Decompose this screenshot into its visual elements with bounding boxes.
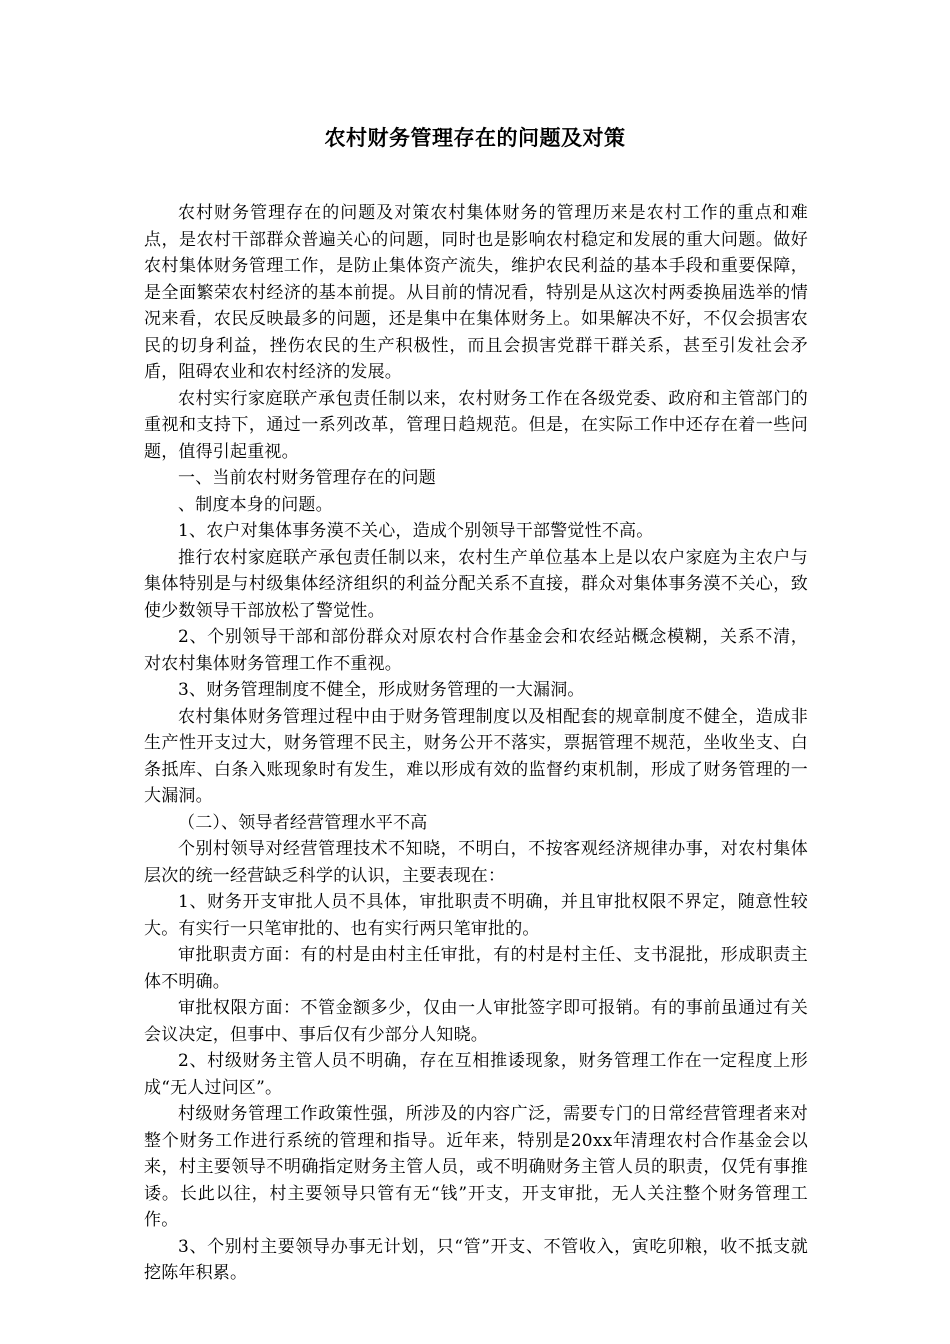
paragraph-background: 农村实行家庭联产承包责任制以来，农村财务工作在各级党委、政府和主管部门的重视和支持下，通过一系列改革，管理日趋规范。但是，在实际工作中还存在着一些问题，值得引起重视。 xyxy=(144,388,808,462)
document-body xyxy=(144,200,808,1287)
paragraph-intro: 农村财务管理存在的问题及对策农村集体财务的管理历来是农村工作的重点和难点，是农村干部群众普遍关心的问题，同时也是影响农村稳定和发展的重大问题。做好农村集体财务管理工作，是防止集体资产流失，维护农民利益的基本手段和重要保障，是全面繁荣农村经济的基本前提。从目前的情况看，特别是从这次村两委换届选举的情况来看，农民反映最多的问题，还是集中在集体财务上。如果解决不好，不仅会损害农民的切身利益，挫伤农民的生产积极性，而且会损害党群干群关系，甚至引发社会矛盾，阻碍农业和农村经济的发展。 xyxy=(144,203,808,382)
paragraph: 个别村领导对经营管理技术不知晓，不明白，不按客观经济规律办事，对农村集体层次的统一经营缺乏科学的认识，主要表现在： xyxy=(144,839,808,886)
subsection-heading-2: （二）、领导者经营管理水平不高 xyxy=(178,812,428,833)
paragraph: 审批权限方面：不管金额多少，仅由一人审批签字即可报销。有的事前虽通过有关会议决定，但事中、事后仅有少部分人知晓。 xyxy=(144,998,808,1045)
paragraph: 村级财务管理工作政策性强，所涉及的内容广泛，需要专门的日常经营管理者来对整个财务工作进行系统的管理和指导。近年来，特别是20xx年清理农村合作基金会以来，村主要领导不明确指定财务主管人员，或不明确财务主管人员的职责，仅凭有事推诿。长此以往，村主要领导只管有无“钱”开支，开支审批，无人关注整个财务管理工作。 xyxy=(144,1104,808,1230)
paragraph: 农村集体财务管理过程中由于财务管理制度以及相配套的规章制度不健全，造成非生产性开支过大，财务管理不民主，财务公开不落实，票据管理不规范，坐收坐支、白条抵库、白条入账现象时有发生，难以形成有效的监督约束机制，形成了财务管理的一大漏洞。 xyxy=(144,706,808,806)
subsection-heading-1: 、制度本身的问题。 xyxy=(178,494,333,515)
point-heading-1: 1、农户对集体事务漠不关心，造成个别领导干部警觉性不高。 xyxy=(178,521,654,541)
point-heading-3: 3、财务管理制度不健全，形成财务管理的一大漏洞。 xyxy=(178,680,585,700)
point-heading-2: 2、个别领导干部和部份群众对原农村合作基金会和农经站概念模糊，关系不清，对农村集体财务管理工作不重视。 xyxy=(144,627,808,674)
paragraph: 推行农村家庭联产承包责任制以来，农村生产单位基本上是以农户家庭为主农户与集体特别是与村级集体经济组织的利益分配关系不直接，群众对集体事务漠不关心，致使少数领导干部放松了警觉性。 xyxy=(144,547,808,621)
point-heading-3: 3、个别村主要领导办事无计划，只“管”开支、不管收入，寅吃卯粮，收不抵支就挖陈年积累。 xyxy=(144,1236,808,1283)
paragraph: 审批职责方面：有的村是由村主任审批，有的村是村主任、支书混批，形成职责主体不明确。 xyxy=(144,945,808,992)
section-heading-1: 一、当前农村财务管理存在的问题 xyxy=(178,468,436,488)
point-heading-2: 2、村级财务主管人员不明确，存在互相推诿现象，财务管理工作在一定程度上形成“无人过问区”。 xyxy=(144,1051,808,1098)
document-title: 农村财务管理存在的问题及对策 xyxy=(324,125,626,150)
point-heading-1: 1、财务开支审批人员不具体，审批职责不明确，并且审批权限不界定，随意性较大。有实行一只笔审批的、也有实行两只笔审批的。 xyxy=(144,892,808,939)
